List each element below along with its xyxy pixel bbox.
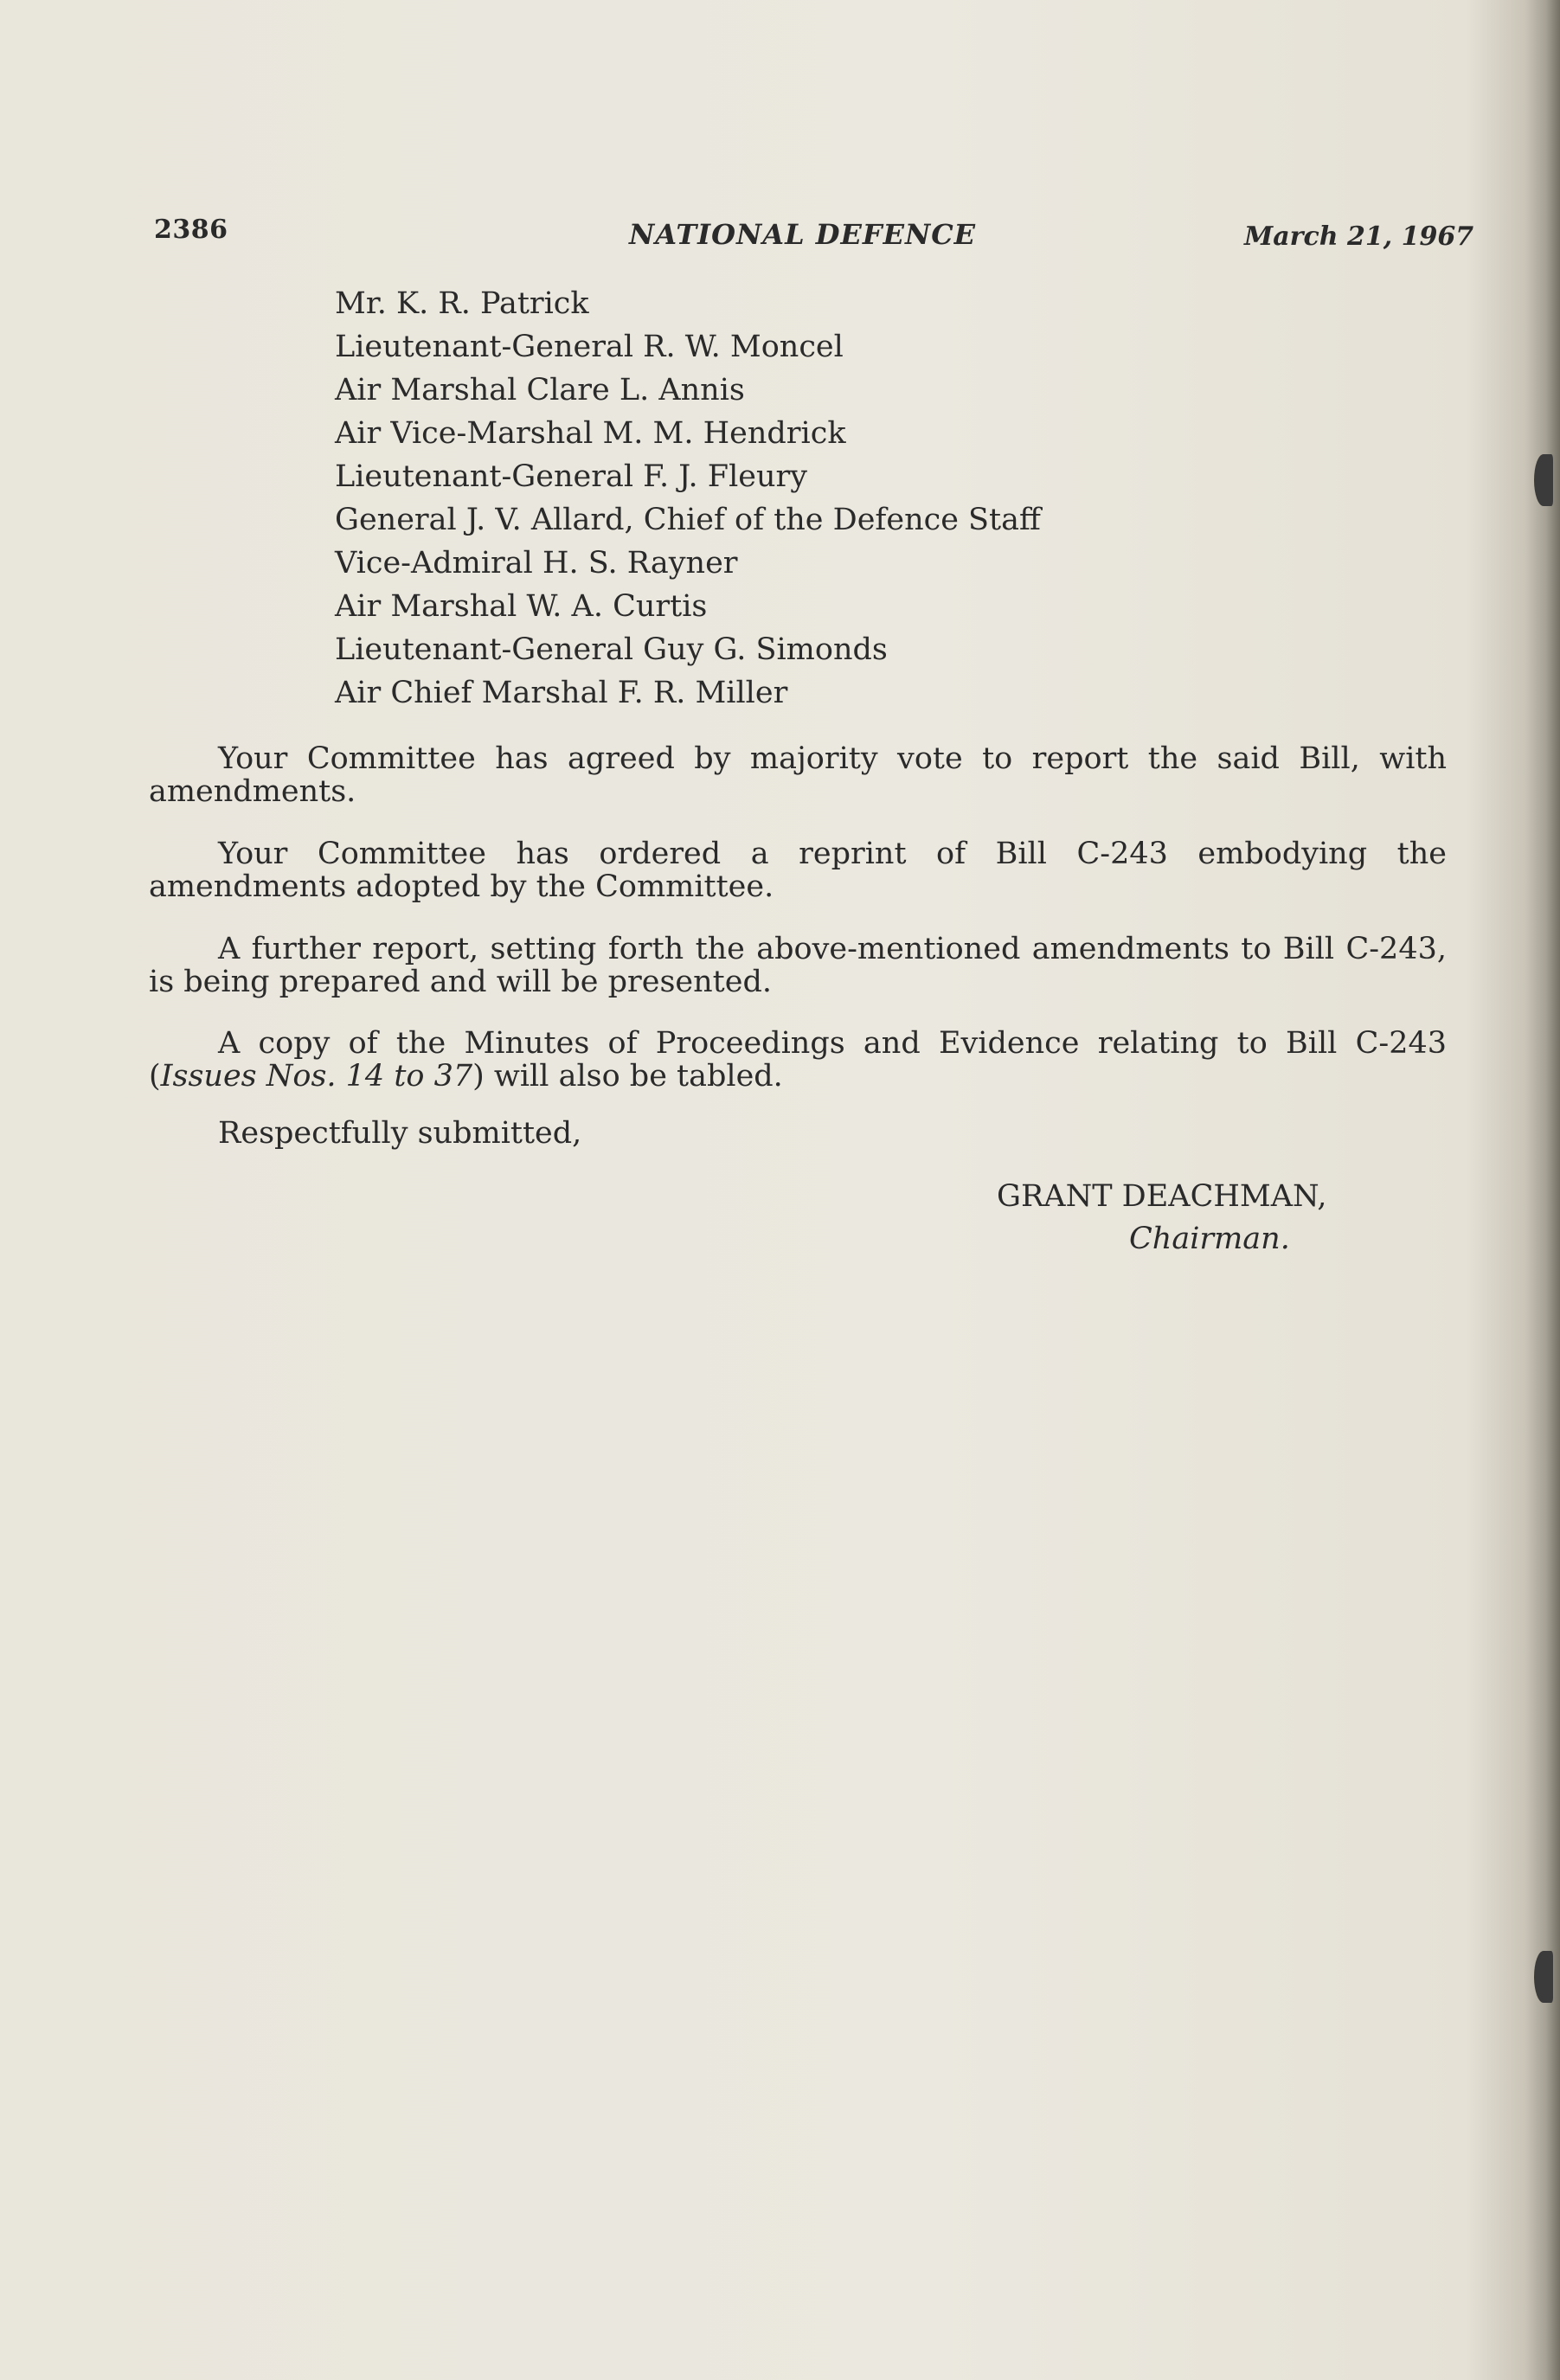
witness-item: Air Vice-Marshal M. M. Hendrick [335, 416, 846, 451]
paragraph-reprint [149, 837, 1447, 903]
page-number: 2386 [154, 215, 228, 245]
witness-item: Lieutenant-General R. W. Moncel [335, 330, 844, 364]
issues-reference: Issues Nos. 14 to 37 [160, 1059, 473, 1094]
signature-role: Chairman. [1129, 1222, 1290, 1256]
closing-line [149, 1117, 1447, 1150]
running-title: NATIONAL DEFENCE [629, 218, 977, 251]
witness-item: Air Chief Marshal F. R. Miller [335, 676, 788, 710]
binding-mark-bottom [1534, 1951, 1553, 2003]
paragraph-further-report [149, 933, 1447, 998]
binding-mark-top [1534, 454, 1553, 506]
witness-item: Air Marshal W. A. Curtis [335, 589, 708, 624]
paragraph-text: A copy of the Minutes of Proceedings and Evidence relating to Bill C-243 ( [149, 1026, 1447, 1094]
closing-text: Respectfully submitted, [218, 1116, 582, 1151]
witness-list [335, 282, 1041, 715]
paragraph-minutes [149, 1027, 1447, 1093]
page-header [0, 215, 1560, 258]
witness-item: General J. V. Allard, Chief of the Defence Staff [335, 503, 1041, 537]
page-edge-shadow [1525, 0, 1560, 2380]
witness-item: Vice-Admiral H. S. Rayner [335, 546, 738, 581]
witness-item: Mr. K. R. Patrick [335, 286, 589, 321]
paragraph-text: A further report, setting forth the above-mentioned amendments to Bill C-243, is being prepared and will be presented. [149, 932, 1447, 999]
paragraph-text: ) will also be tabled. [472, 1059, 783, 1094]
paragraph-text: Your Committee has agreed by majority vote to report the said Bill, with amendments. [149, 741, 1447, 809]
paragraph-text: Your Committee has ordered a reprint of Bill C-243 embodying the amendments adopted by the Committee. [149, 837, 1447, 904]
witness-item: Lieutenant-General F. J. Fleury [335, 459, 808, 494]
signature-name: GRANT DEACHMAN, [997, 1179, 1327, 1214]
paragraph-majority-vote [149, 742, 1447, 808]
witness-item: Air Marshal Clare L. Annis [335, 373, 745, 407]
witness-item: Lieutenant-General Guy G. Simonds [335, 632, 888, 667]
header-date: March 21, 1967 [1244, 221, 1474, 252]
